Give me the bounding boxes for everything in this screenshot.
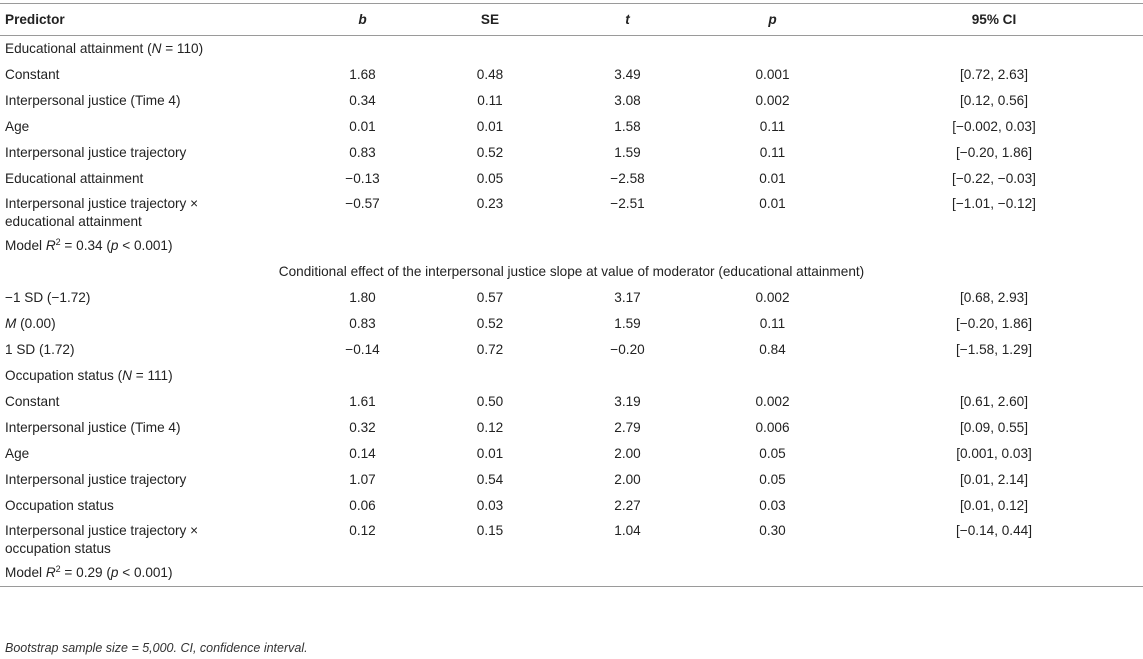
- cell-t: 3.17: [614, 290, 641, 306]
- cell-ci: [−0.20, 1.86]: [956, 145, 1032, 161]
- header-t: t: [625, 11, 630, 27]
- cell-t: 1.59: [614, 145, 641, 161]
- cell-p: 0.002: [755, 394, 790, 410]
- cell-t: 3.08: [614, 93, 641, 109]
- cell-predictor: Age: [5, 119, 30, 135]
- table-row-interaction: [0, 192, 1143, 233]
- cell-t: 1.04: [614, 523, 641, 538]
- cell-ci: [−0.14, 0.44]: [956, 523, 1032, 538]
- cell-predictor: Interpersonal justice trajectory × educational attainment: [5, 196, 199, 230]
- table-row: [0, 441, 1143, 467]
- cell-ci: [0.68, 2.93]: [959, 290, 1029, 306]
- cell-p: 0.30: [759, 523, 786, 538]
- cell-b: 1.61: [349, 394, 376, 410]
- cell-se: 0.01: [476, 446, 504, 462]
- cell-se: 0.11: [477, 93, 503, 109]
- cell-ci: [0.12, 0.56]: [959, 93, 1029, 109]
- cell-t: 2.27: [614, 498, 641, 514]
- cell-p: 0.11: [759, 145, 786, 161]
- cell-predictor: Educational attainment: [5, 171, 144, 187]
- regression-table: [0, 3, 1143, 587]
- cell-t: 3.49: [614, 67, 641, 83]
- cell-se: 0.48: [476, 67, 504, 83]
- cell-ci: [0.01, 0.12]: [959, 498, 1029, 514]
- cell-ci: [−0.20, 1.86]: [956, 316, 1032, 332]
- table-row: [0, 285, 1143, 311]
- cell-predictor: M (0.00): [5, 316, 56, 332]
- cell-se: 0.01: [476, 119, 504, 135]
- cell-p: 0.05: [759, 446, 786, 462]
- cell-ci: [0.001, 0.03]: [956, 446, 1032, 462]
- cell-se: 0.52: [476, 316, 504, 332]
- table-row: [0, 337, 1143, 363]
- section-label: Occupation status (N = 111): [5, 368, 173, 384]
- header-p: p: [768, 11, 777, 27]
- cell-t: 1.58: [614, 119, 641, 135]
- cell-se: 0.12: [476, 420, 504, 436]
- cell-b: 1.07: [349, 472, 376, 488]
- cell-ci: [0.72, 2.63]: [959, 67, 1029, 83]
- cell-p: 0.006: [755, 420, 790, 436]
- table-row-model: [0, 560, 1143, 587]
- cell-ci: [0.01, 2.14]: [959, 472, 1029, 488]
- header-se: SE: [480, 11, 500, 27]
- cell-se: 0.52: [476, 145, 504, 161]
- cell-p: 0.03: [759, 498, 786, 514]
- header-predictor: Predictor: [5, 11, 65, 27]
- cell-b: −0.14: [345, 342, 380, 358]
- cell-p: 0.01: [759, 171, 786, 187]
- cell-se: 0.72: [476, 342, 504, 358]
- model-fit: Model $R^2 = 0.29$ (p < 0.001): [5, 564, 173, 581]
- cell-se: 0.50: [476, 394, 504, 410]
- conditional-effects-header: [0, 259, 1143, 285]
- cell-t: −0.20: [610, 342, 645, 358]
- cell-p: 0.05: [759, 472, 786, 488]
- cell-p: 0.11: [759, 119, 786, 135]
- cell-t: 3.19: [614, 394, 641, 410]
- cell-p: 0.001: [755, 67, 790, 83]
- cell-predictor: Constant: [5, 67, 60, 83]
- cell-predictor: Interpersonal justice trajectory × occupation status: [5, 523, 199, 557]
- cell-b: 0.83: [349, 145, 376, 161]
- cell-b: 0.06: [349, 498, 376, 514]
- cell-t: 1.59: [614, 316, 641, 332]
- cell-predictor: Constant: [5, 394, 60, 410]
- cell-b: 0.12: [349, 523, 376, 538]
- cell-p: 0.002: [755, 290, 790, 306]
- cell-se: 0.54: [476, 472, 504, 488]
- cell-t: 2.00: [614, 472, 641, 488]
- cell-ci: [−1.58, 1.29]: [956, 342, 1032, 358]
- cell-t: −2.51: [610, 196, 645, 211]
- cell-ci: [−1.01, −0.12]: [952, 196, 1036, 211]
- cell-t: 2.79: [614, 420, 641, 436]
- header-b: b: [358, 11, 367, 27]
- cell-se: 0.05: [476, 171, 504, 187]
- cell-predictor: −1 SD (−1.72): [5, 290, 91, 306]
- conditional-title: Conditional effect of the interpersonal justice slope at value of moderator (educational attainment): [278, 264, 865, 280]
- cell-predictor: 1 SD (1.72): [5, 342, 75, 358]
- table-header: [0, 4, 1143, 36]
- table-row: [0, 114, 1143, 140]
- cell-b: 1.80: [349, 290, 376, 306]
- cell-predictor: Interpersonal justice (Time 4): [5, 93, 181, 109]
- table-footnote: Bootstrap sample size = 5,000. CI, confidence interval.: [5, 641, 308, 655]
- cell-b: 0.83: [349, 316, 376, 332]
- table-row: [0, 467, 1143, 493]
- cell-p: 0.84: [759, 342, 786, 358]
- cell-b: −0.13: [345, 171, 380, 187]
- table-row: [0, 62, 1143, 88]
- cell-se: 0.57: [476, 290, 504, 306]
- cell-ci: [0.61, 2.60]: [959, 394, 1029, 410]
- section-educational-attainment: [0, 36, 1143, 63]
- cell-p: 0.01: [759, 196, 786, 211]
- header-ci: 95% CI: [971, 11, 1017, 27]
- table-row: [0, 389, 1143, 415]
- cell-p: 0.11: [759, 316, 786, 332]
- cell-b: 0.32: [349, 420, 376, 436]
- cell-b: 1.68: [349, 67, 376, 83]
- table-row: [0, 140, 1143, 166]
- cell-predictor: Interpersonal justice (Time 4): [5, 420, 181, 436]
- table-row: [0, 166, 1143, 192]
- cell-b: −0.57: [345, 196, 380, 211]
- cell-se: 0.15: [476, 523, 504, 538]
- cell-ci: [−0.002, 0.03]: [952, 119, 1036, 135]
- cell-predictor: Interpersonal justice trajectory: [5, 472, 187, 488]
- model-fit: Model $R^2 = 0.34$ (p < 0.001): [5, 237, 173, 254]
- table-row-model: [0, 233, 1143, 259]
- cell-b: 0.01: [349, 119, 376, 135]
- table-row: [0, 311, 1143, 337]
- cell-ci: [−0.22, −0.03]: [952, 171, 1036, 187]
- cell-se: 0.03: [476, 498, 504, 514]
- cell-ci: [0.09, 0.55]: [959, 420, 1029, 436]
- cell-predictor: Occupation status: [5, 498, 114, 514]
- cell-b: 0.34: [349, 93, 376, 109]
- section-occupation-status: [0, 363, 1143, 389]
- table-row: [0, 415, 1143, 441]
- table-row-interaction: [0, 519, 1143, 560]
- cell-t: 2.00: [614, 446, 641, 462]
- cell-predictor: Age: [5, 446, 30, 462]
- cell-se: 0.23: [476, 196, 504, 211]
- cell-t: −2.58: [610, 171, 645, 187]
- cell-p: 0.002: [755, 93, 790, 109]
- table-row: [0, 493, 1143, 519]
- section-label: Educational attainment (N = 110): [5, 41, 204, 57]
- cell-b: 0.14: [349, 446, 376, 462]
- table-row: [0, 88, 1143, 114]
- cell-predictor: Interpersonal justice trajectory: [5, 145, 187, 161]
